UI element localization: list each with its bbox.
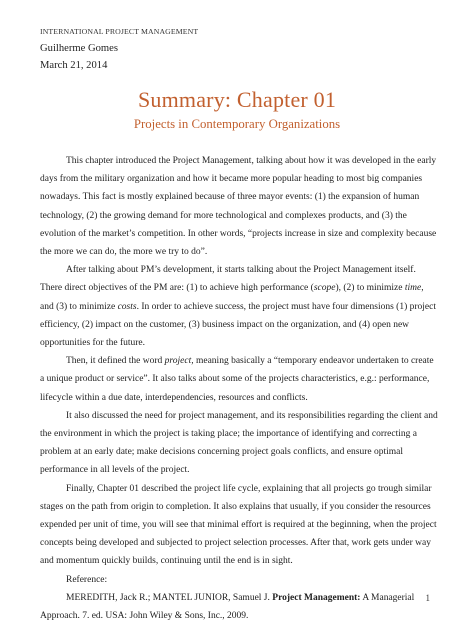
paragraph-2-part-c: , and (3) to minimize [40, 283, 424, 312]
document-date: March 21, 2014 [40, 60, 108, 71]
paragraph-2-part-a: After talking about PM’s development, it starts talking about the Project Management itself. There direct objectives of the PM are: (1) to achieve high performance ( [40, 265, 416, 294]
reference-entry [40, 589, 438, 625]
project-term: project, [164, 356, 194, 367]
paragraph-5: Finally, Chapter 01 described the project life cycle, explaining that all projects go trough similar stages on the path from origin to completion. It also explains that usually, if you consider the resources expended per unit of time, you will see that minimal effort is required at the beginning, when the project concepts being developed and subjected to project selection processes. After that, work gets under way and momentum quickly builds, continuing until the end is in sight. [40, 483, 437, 567]
paragraph-4: It also discussed the need for project management, and its responsibilities regarding the client and the environment in which the project is taking place; the importance of identifying and correcting a problem at an early date; make decisions concerning project goals conflicts, and ensure optimal performance in all levels of the project. [40, 410, 438, 476]
time-term: time [404, 283, 422, 294]
document-title: Summary: Chapter 01 [137, 87, 337, 112]
paragraph-3 [40, 352, 438, 407]
paragraph-1: This chapter introduced the Project Management, talking about how it was developed in the early days from the military organization and how it became more popular heading to most big companies nowadays. This fact is mostly explained because of three mayor events: (1) the expansion of human technology, (2) the growing demand for more technological and complexes products, and (3) the evolution of the market’s competition. In other words, “projects increase in size and complexity because the more we can do, the more we try to do”. [40, 156, 437, 258]
reference-book-title: Project Management: [272, 592, 361, 603]
reference-label: Reference: [66, 574, 108, 585]
paragraph-2-part-d: . In order to achieve success, the project must have four dimensions (1) project efficiency, (2) impact on the customer, (3) business impact on the organization, and (4) open new opportunities for the future. [40, 301, 436, 349]
reference-authors: MEREDITH, Jack R.; MANTEL JUNIOR, Samuel J. [66, 592, 273, 603]
page-number: 1 [425, 593, 430, 603]
body-text [40, 152, 438, 625]
author-name: Guilherme Gomes [40, 43, 118, 54]
scope-term: scope [313, 283, 336, 294]
costs-term: costs [117, 301, 137, 312]
reference-details: A Managerial Approach. 7. ed. USA: John Wiley & Sons, Inc., 2009. [40, 592, 415, 622]
paragraph-2 [40, 261, 438, 352]
paragraph-3-part-b: meaning basically a “temporary endeavor undertaken to create a unique product or service”. It also talks about some of the projects characteristics, e.g.: performance, lifecycle within a due date, interdependencies, resources and conflicts. [40, 356, 434, 403]
paragraph-3-part-a: Then, it defined the word [66, 356, 165, 367]
paragraph-2-part-b: ), (2) to minimize [335, 283, 405, 294]
running-header: INTERNATIONAL PROJECT MANAGEMENT [40, 27, 199, 36]
document-subtitle: Projects in Contemporary Organizations [133, 117, 341, 131]
